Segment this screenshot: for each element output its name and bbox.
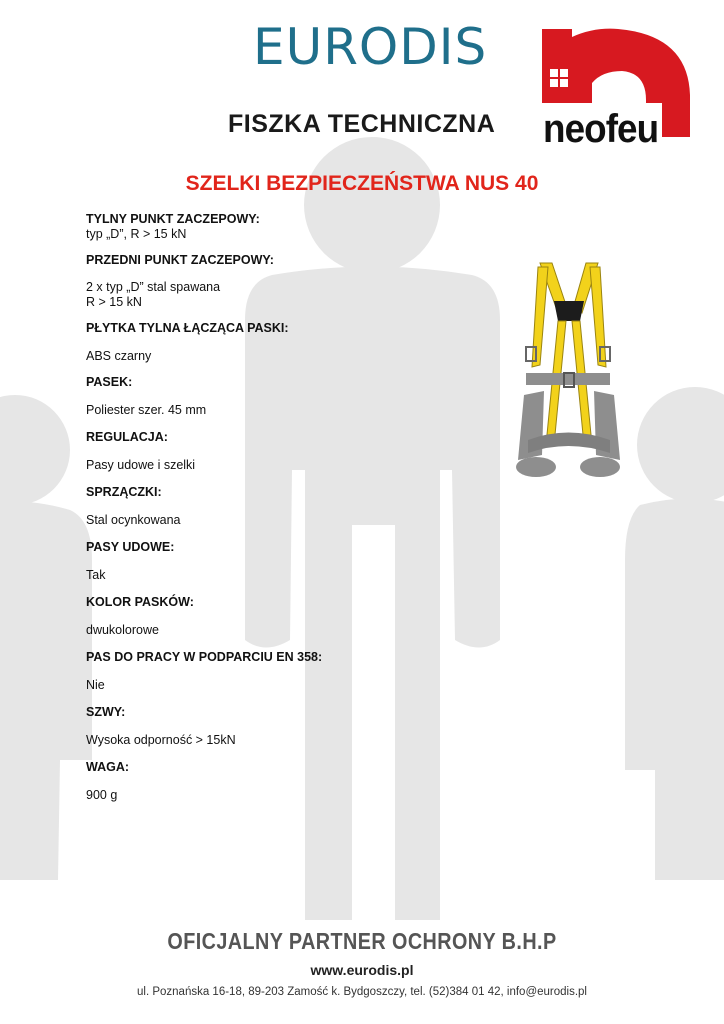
spec-item: [86, 211, 466, 242]
neofeu-logo: [532, 25, 694, 151]
spec-value: Nie: [86, 678, 105, 692]
spec-item: [86, 649, 466, 693]
spec-value: 2 x typ „D” stal spawana R > 15 kN: [86, 280, 221, 309]
neofeu-logo-text: neofeu: [543, 107, 659, 151]
spec-value: Pasy udowe i szelki: [86, 458, 196, 472]
spec-value: Poliester szer. 45 mm: [86, 403, 207, 417]
eurodis-logo: EURODIS: [253, 18, 488, 76]
spec-label: SPRZĄCZKI:: [86, 485, 162, 499]
spec-label: WAGA:: [86, 760, 130, 774]
website-link[interactable]: www.eurodis.pl: [310, 962, 414, 978]
spec-label: PAS DO PRACY W PODPARCIU EN 358:: [86, 650, 323, 664]
spec-value: typ „D”, R > 15 kN: [86, 227, 187, 241]
spec-label: KOLOR PASKÓW:: [86, 595, 194, 609]
spec-value: Stal ocynkowana: [86, 513, 181, 527]
spec-label: REGULACJA:: [86, 430, 168, 444]
spec-item: [86, 539, 466, 583]
spec-label: PŁYTKA TYLNA ŁĄCZĄCA PASKI:: [86, 321, 289, 335]
spec-label: SZWY:: [86, 705, 126, 719]
harness-product-image: [488, 255, 638, 490]
spec-item: [86, 252, 466, 310]
spec-item: [86, 429, 466, 473]
spec-list: [86, 211, 466, 803]
spec-item: [86, 759, 466, 803]
spec-item: [86, 374, 466, 418]
spec-item: [86, 594, 466, 638]
product-title: SZELKI BEZPIECZEŃSTWA NUS 40: [185, 172, 539, 195]
spec-value: ABS czarny: [86, 349, 152, 363]
spec-value: dwukolorowe: [86, 623, 159, 637]
spec-label: PASEK:: [86, 375, 133, 389]
spec-label: PASY UDOWE:: [86, 540, 175, 554]
spec-label: PRZEDNI PUNKT ZACZEPOWY:: [86, 253, 274, 267]
official-partner-banner: OFICJALNY PARTNER OCHRONY B.H.P: [167, 928, 557, 954]
spec-item: [86, 704, 466, 748]
company-address: ul. Poznańska 16-18, 89-203 Zamość k. Bydgoszczy, tel. (52)384 01 42, info@eurodis.pl: [137, 986, 587, 998]
spec-value: Wysoka odporność > 15kN: [86, 733, 236, 747]
spec-label: TYLNY PUNKT ZACZEPOWY:: [86, 212, 260, 226]
spec-value: Tak: [86, 568, 106, 582]
document-title: FISZKA TECHNICZNA: [228, 110, 496, 138]
spec-item: [86, 484, 466, 528]
spec-item: [86, 320, 466, 364]
spec-value: 900 g: [86, 788, 118, 802]
